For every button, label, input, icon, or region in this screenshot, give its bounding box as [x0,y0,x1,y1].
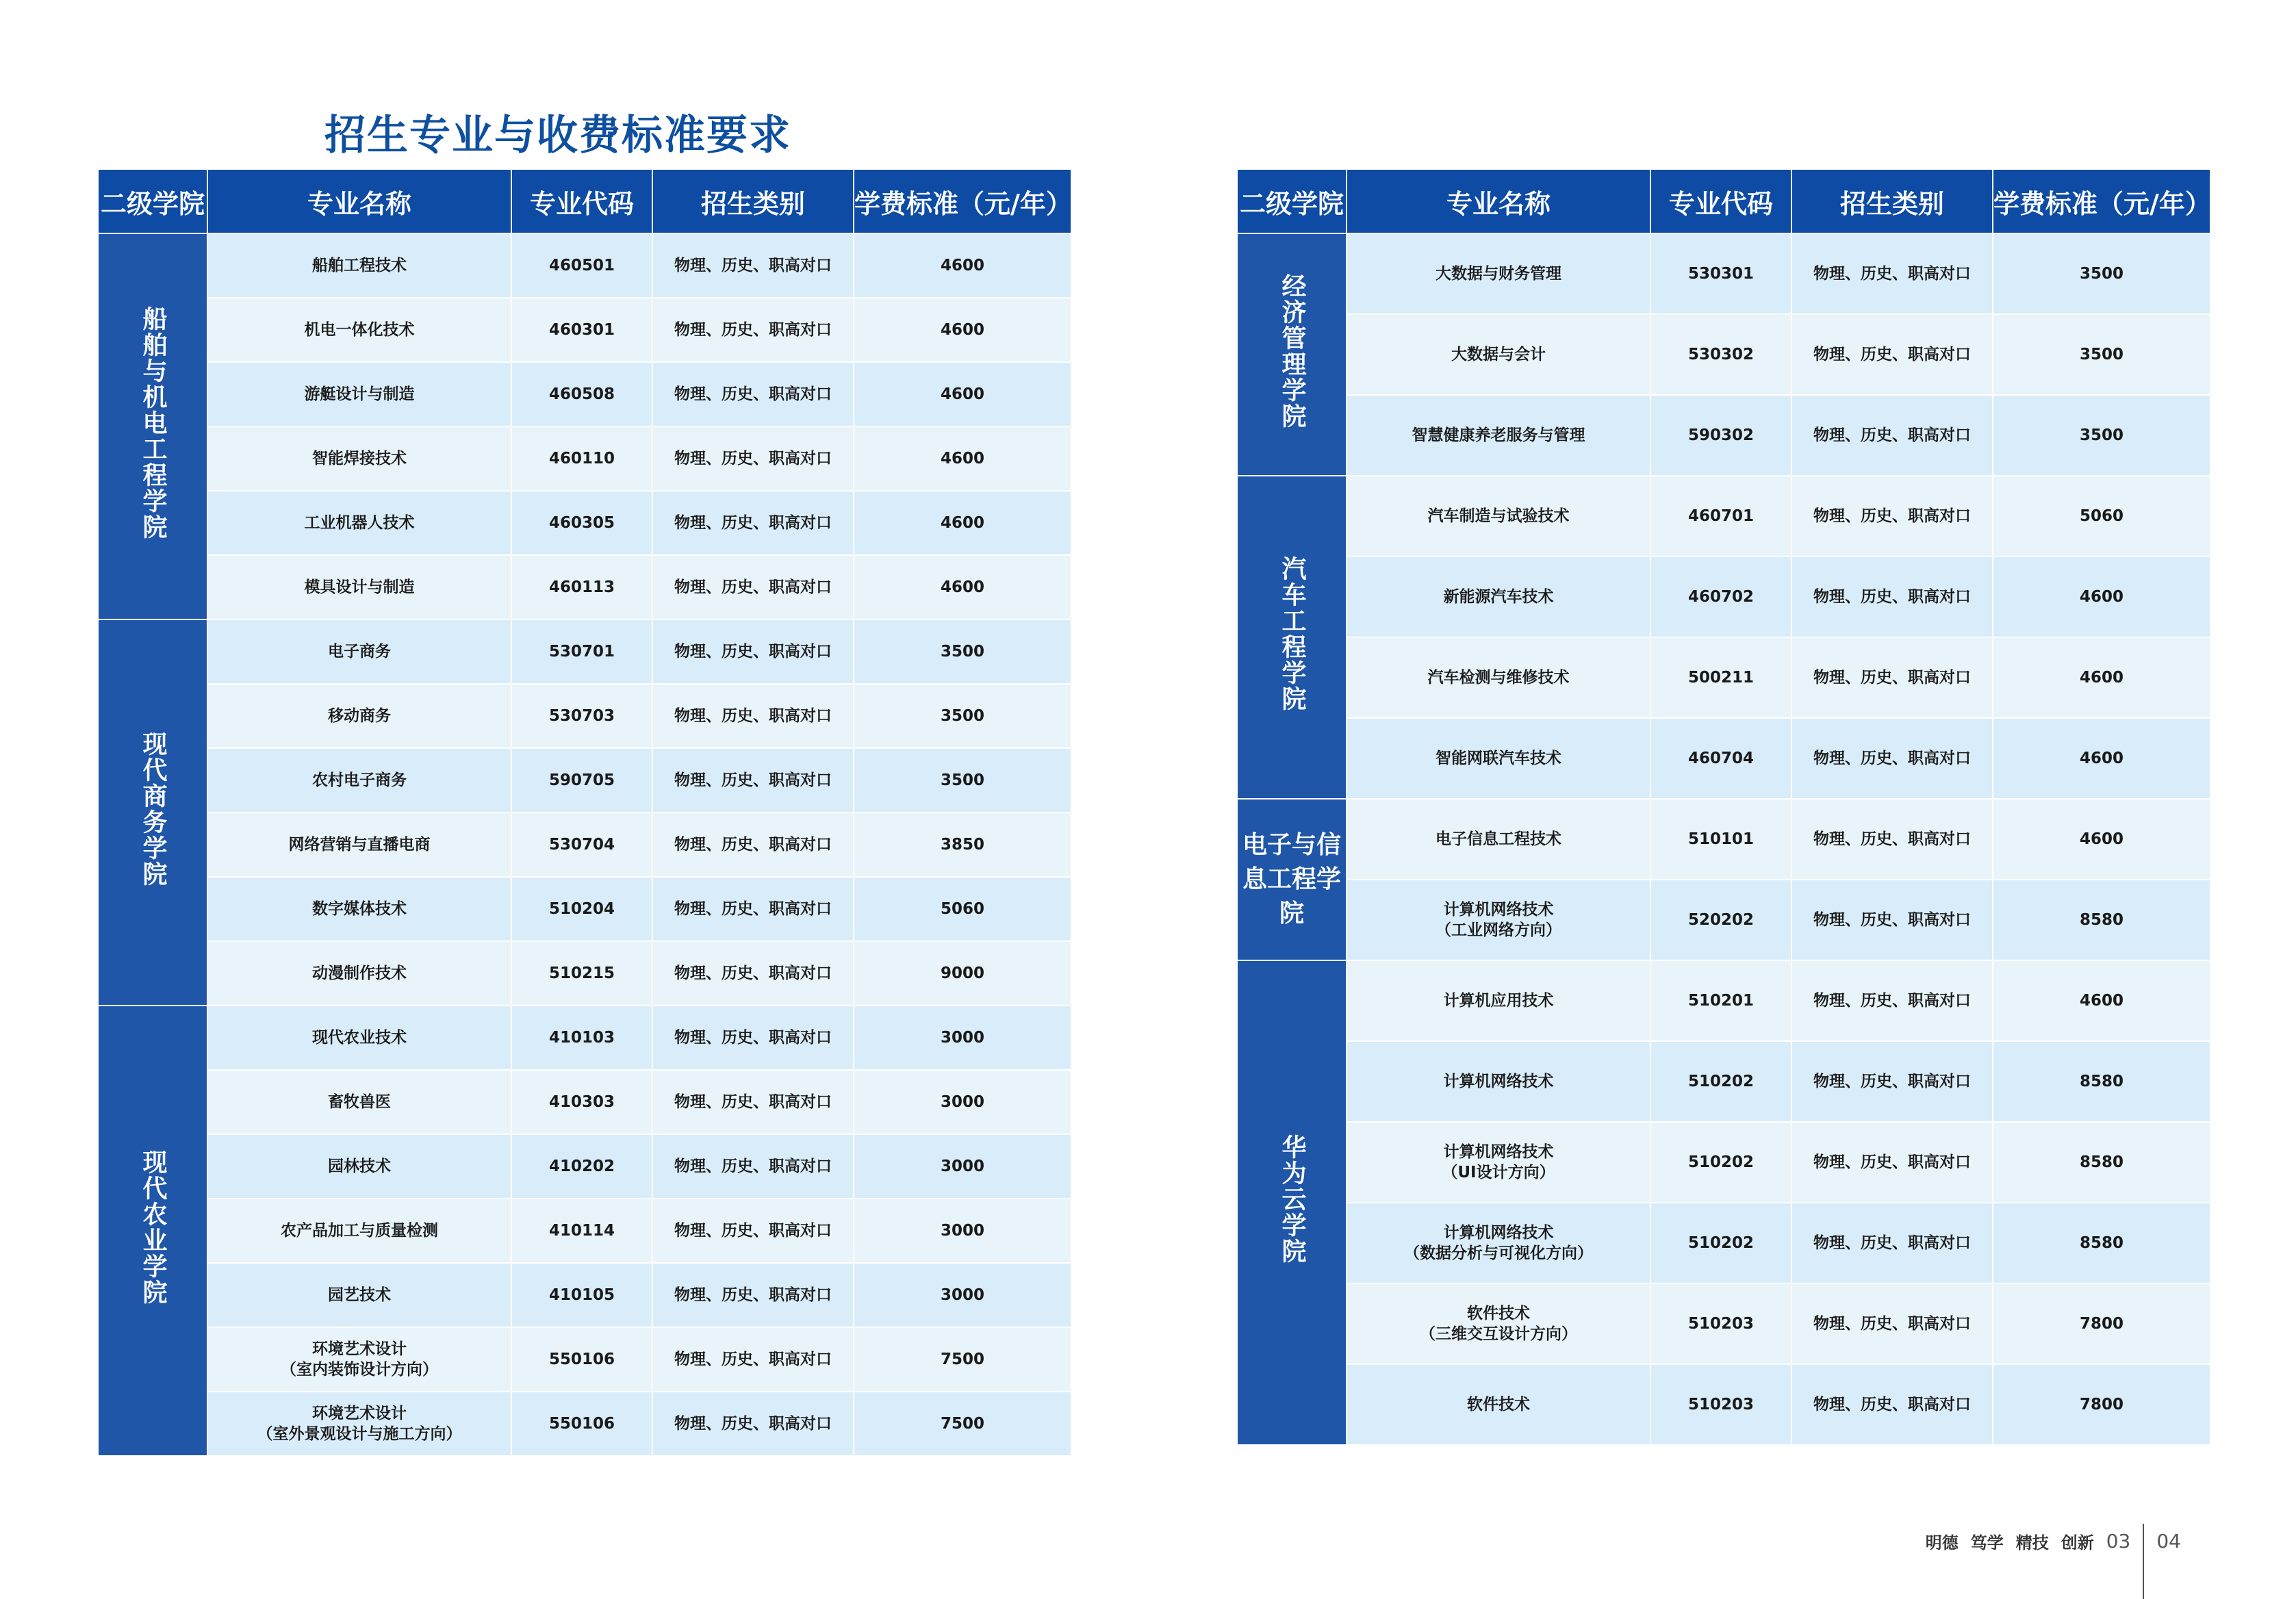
category-cell: 物理、历史、职高对口 [1791,1203,1993,1283]
table-row [98,1006,1071,1070]
major-name-line: （工业网络方向） [1436,921,1561,939]
motto-1: 明德 [1925,1533,1959,1552]
table-row [98,491,1071,555]
major-name-line: 网络营销与直播电商 [288,836,431,854]
major-name-cell [207,1327,511,1392]
major-name-cell [1347,1122,1650,1203]
category-cell: 物理、历史、职高对口 [1791,233,1993,314]
major-name-cell [1347,1041,1650,1122]
category-cell: 物理、历史、职高对口 [652,748,854,813]
category-cell: 物理、历史、职高对口 [652,1263,854,1327]
major-name-cell [1347,637,1650,718]
table-row [1237,1283,2210,1364]
category-cell: 物理、历史、职高对口 [1791,718,1993,799]
header-major-name: 专业名称 [1347,169,1650,233]
category-cell: 物理、历史、职高对口 [1791,557,1993,637]
major-name-line: （UI设计方向） [1442,1164,1555,1181]
major-name-line: 畜牧兽医 [328,1093,391,1111]
major-code-cell: 510202 [1650,1041,1791,1122]
major-name-line: （室内装饰设计方向） [281,1361,438,1379]
fee-cell: 4600 [854,426,1071,491]
major-code-cell: 460508 [511,362,652,426]
table-row [1237,395,2210,476]
major-name-line: （三维交互设计方向） [1420,1325,1577,1343]
table-header-row [1237,169,2210,233]
major-name-cell [207,362,511,426]
header-college: 二级学院 [1237,169,1347,233]
major-name-line: 模具设计与制造 [304,578,415,596]
major-code-cell: 530301 [1650,233,1791,314]
category-cell: 物理、历史、职高对口 [1791,395,1993,476]
major-name-line: 计算机应用技术 [1443,992,1554,1010]
table-row [1237,960,2210,1041]
category-cell: 物理、历史、职高对口 [652,1134,854,1199]
fee-cell: 4600 [1993,718,2210,799]
page-number-right: 04 [2156,1529,2181,1552]
major-code-cell: 460501 [511,233,652,298]
major-code-cell: 460701 [1650,476,1791,557]
fee-cell: 3500 [1993,314,2210,395]
major-code-cell: 500211 [1650,637,1791,718]
table-row [98,1327,1071,1392]
motto-4: 创新 [2061,1533,2094,1552]
major-name-line: 新能源汽车技术 [1443,588,1554,606]
fee-cell: 3500 [854,684,1071,748]
table-row [1237,880,2210,960]
major-code-cell: 510204 [511,877,652,941]
header-major-code: 专业代码 [511,169,652,233]
major-code-cell: 410103 [511,1006,652,1070]
table-row [98,1199,1071,1263]
major-code-cell: 520202 [1650,880,1791,960]
table-row [98,941,1071,1006]
fee-table-right [1236,168,2211,1446]
major-code-cell: 510203 [1650,1283,1791,1364]
major-name-line: 现代农业技术 [312,1029,407,1047]
major-name-cell [1347,880,1650,960]
major-name-line: 软件技术 [1467,1396,1530,1413]
major-code-cell: 510201 [1650,960,1791,1041]
motto-3: 精技 [2015,1533,2049,1552]
header-category: 招生类别 [1791,169,1993,233]
fee-cell: 7500 [854,1392,1071,1456]
major-name-cell [207,941,511,1006]
major-code-cell: 590302 [1650,395,1791,476]
major-code-cell: 460702 [1650,557,1791,637]
major-name-cell [207,1070,511,1134]
category-cell: 物理、历史、职高对口 [652,1070,854,1134]
college-name: 现代商务学院 [139,730,167,887]
fee-cell: 3000 [854,1134,1071,1199]
major-name-cell [207,619,511,684]
table-header-row [98,169,1071,233]
major-name-line: 智能网联汽车技术 [1436,750,1561,767]
page-number-left: 03 [2106,1529,2131,1552]
fee-cell: 3000 [854,1199,1071,1263]
major-name-line: 船舶工程技术 [312,257,407,274]
fee-cell: 4600 [854,233,1071,298]
table-row [1237,799,2210,880]
major-code-cell: 510203 [1650,1364,1791,1445]
major-name-line: 计算机网络技术 [1443,1143,1554,1161]
major-name-cell [1347,395,1650,476]
table-row [1237,314,2210,395]
major-name-cell [1347,557,1650,637]
major-name-cell [1347,718,1650,799]
college-name: 现代农业学院 [139,1149,167,1305]
major-name-line: 动漫制作技术 [312,964,407,982]
major-name-cell [207,1006,511,1070]
table-row [98,426,1071,491]
major-name-line: 大数据与会计 [1451,346,1546,363]
fee-cell: 5060 [854,877,1071,941]
fee-cell: 4600 [1993,960,2210,1041]
page-footer [1926,1503,2181,1578]
category-cell: 物理、历史、职高对口 [652,491,854,555]
table-row [1237,1041,2210,1122]
table-row [1237,637,2210,718]
major-name-cell [207,748,511,813]
category-cell: 物理、历史、职高对口 [652,941,854,1006]
college-name: 华为云学院 [1278,1134,1306,1264]
fee-cell: 3000 [854,1006,1071,1070]
major-name-cell [207,233,511,298]
college-group-cell [98,1006,207,1456]
fee-cell: 8580 [1993,880,2210,960]
category-cell: 物理、历史、职高对口 [1791,1283,1993,1364]
major-name-line: 汽车制造与试验技术 [1427,507,1570,525]
major-name-line: （数据分析与可视化方向） [1404,1244,1593,1262]
category-cell: 物理、历史、职高对口 [652,298,854,362]
college-group-cell [1237,233,1347,476]
major-code-cell: 510202 [1650,1203,1791,1283]
table-row [98,298,1071,362]
major-name-cell [1347,1283,1650,1364]
category-cell: 物理、历史、职高对口 [1791,1122,1993,1203]
major-code-cell: 550106 [511,1327,652,1392]
fee-cell: 3000 [854,1070,1071,1134]
major-code-cell: 530701 [511,619,652,684]
table-row [1237,476,2210,557]
fee-cell: 7500 [854,1327,1071,1392]
major-code-cell: 530703 [511,684,652,748]
category-cell: 物理、历史、职高对口 [652,1327,854,1392]
college-name: 船舶与机电工程学院 [139,305,167,540]
major-name-cell [207,684,511,748]
fee-cell: 8580 [1993,1122,2210,1203]
category-cell: 物理、历史、职高对口 [652,877,854,941]
major-name-line: 机电一体化技术 [304,321,415,339]
college-group-cell [1237,799,1347,960]
major-name-line: 计算机网络技术 [1443,1224,1554,1242]
table-row [98,1392,1071,1456]
major-name-cell [1347,799,1650,880]
category-cell: 物理、历史、职高对口 [652,362,854,426]
category-cell: 物理、历史、职高对口 [652,1199,854,1263]
fee-cell: 3500 [1993,233,2210,314]
fee-cell: 3850 [854,813,1071,877]
college-name: 汽车工程学院 [1278,555,1306,712]
fee-cell: 8580 [1993,1041,2210,1122]
table-row [98,748,1071,813]
table-row [98,684,1071,748]
table-row [98,362,1071,426]
table-row [98,619,1071,684]
major-code-cell: 510101 [1650,799,1791,880]
category-cell: 物理、历史、职高对口 [652,684,854,748]
fee-cell: 3500 [1993,395,2210,476]
major-name-line: 农产品加工与质量检测 [281,1222,438,1240]
major-name-cell [207,298,511,362]
fee-cell: 7800 [1993,1364,2210,1445]
fee-table-left [97,168,1072,1457]
category-cell: 物理、历史、职高对口 [1791,1041,1993,1122]
fee-cell: 4600 [1993,799,2210,880]
category-cell: 物理、历史、职高对口 [652,1392,854,1456]
major-name-cell [207,1263,511,1327]
header-major-code: 专业代码 [1650,169,1791,233]
major-name-cell [1347,314,1650,395]
category-cell: 物理、历史、职高对口 [1791,799,1993,880]
major-name-cell [1347,1364,1650,1445]
table-row [98,1263,1071,1327]
major-name-line: 工业机器人技术 [304,514,415,532]
category-cell: 物理、历史、职高对口 [1791,880,1993,960]
fee-cell: 7800 [1993,1283,2210,1364]
header-major-name: 专业名称 [207,169,511,233]
major-name-line: 智慧健康养老服务与管理 [1412,426,1585,444]
category-cell: 物理、历史、职高对口 [652,233,854,298]
table-row [1237,1122,2210,1203]
major-code-cell: 510202 [1650,1122,1791,1203]
category-cell: 物理、历史、职高对口 [652,426,854,491]
college-name: 经济管理学院 [1278,272,1306,429]
fee-cell: 3500 [854,748,1071,813]
major-name-cell [207,877,511,941]
major-name-line: 数字媒体技术 [312,900,407,918]
major-name-line: 环境艺术设计 [312,1405,407,1422]
table-row [98,877,1071,941]
college-group-cell [98,619,207,1006]
major-code-cell: 410303 [511,1070,652,1134]
header-fee: 学费标准（元/年） [854,169,1071,233]
fee-cell: 4600 [854,362,1071,426]
major-name-line: 园艺技术 [328,1286,391,1304]
major-code-cell: 410202 [511,1134,652,1199]
table-row [98,555,1071,619]
fee-cell: 5060 [1993,476,2210,557]
major-name-line: 环境艺术设计 [312,1340,407,1358]
major-name-cell [207,1134,511,1199]
table-row [1237,1364,2210,1445]
major-code-cell: 460305 [511,491,652,555]
category-cell: 物理、历史、职高对口 [1791,314,1993,395]
major-code-cell: 530704 [511,813,652,877]
major-name-line: 智能焊接技术 [312,450,407,468]
header-category: 招生类别 [652,169,854,233]
major-name-line: 游艇设计与制造 [304,385,415,403]
major-name-line: 大数据与财务管理 [1436,265,1561,283]
table-row [98,233,1071,298]
category-cell: 物理、历史、职高对口 [652,619,854,684]
major-name-line: 移动商务 [328,707,391,725]
table-row [1237,718,2210,799]
table-row [1237,1203,2210,1283]
header-fee: 学费标准（元/年） [1993,169,2210,233]
category-cell: 物理、历史、职高对口 [652,1006,854,1070]
page-title: 招生专业与收费标准要求 [324,112,791,159]
college-group-cell [98,233,207,619]
major-name-cell [1347,233,1650,314]
major-name-line: 计算机网络技术 [1443,1073,1554,1090]
category-cell: 物理、历史、职高对口 [1791,1364,1993,1445]
fee-cell: 4600 [1993,557,2210,637]
major-name-cell [207,491,511,555]
major-name-line: 农村电子商务 [312,771,407,789]
major-name-line: 汽车检测与维修技术 [1427,669,1570,687]
major-name-cell [1347,1203,1650,1283]
fee-cell: 8580 [1993,1203,2210,1283]
major-code-cell: 460110 [511,426,652,491]
fee-cell: 9000 [854,941,1071,1006]
major-name-line: 软件技术 [1467,1305,1530,1322]
major-name-cell [1347,960,1650,1041]
fee-cell: 3500 [854,619,1071,684]
major-code-cell: 410114 [511,1199,652,1263]
category-cell: 物理、历史、职高对口 [1791,637,1993,718]
table-row [98,1134,1071,1199]
table-row [1237,233,2210,314]
major-code-cell: 590705 [511,748,652,813]
major-name-line: 电子信息工程技术 [1436,830,1561,848]
major-name-cell [207,426,511,491]
major-name-line: 电子商务 [328,643,391,661]
table-row [1237,557,2210,637]
major-name-line: （室外景观设计与施工方向） [257,1425,462,1443]
college-group-cell [1237,476,1347,799]
major-code-cell: 460704 [1650,718,1791,799]
major-name-cell [207,813,511,877]
motto-2: 笃学 [1970,1533,2004,1552]
fee-cell: 4600 [1993,637,2210,718]
major-name-cell [207,1392,511,1456]
major-name-cell [207,555,511,619]
fee-cell: 4600 [854,555,1071,619]
page-number-divider [2143,1524,2144,1599]
fee-cell: 4600 [854,491,1071,555]
major-name-line: 园林技术 [328,1157,391,1175]
fee-cell: 4600 [854,298,1071,362]
category-cell: 物理、历史、职高对口 [1791,476,1993,557]
major-name-line: 计算机网络技术 [1443,901,1554,919]
major-code-cell: 550106 [511,1392,652,1456]
college-group-cell [1237,960,1347,1445]
category-cell: 物理、历史、职高对口 [652,555,854,619]
major-code-cell: 510215 [511,941,652,1006]
table-row [98,813,1071,877]
category-cell: 物理、历史、职高对口 [652,813,854,877]
major-code-cell: 530302 [1650,314,1791,395]
fee-cell: 3000 [854,1263,1071,1327]
major-code-cell: 460113 [511,555,652,619]
header-college: 二级学院 [98,169,207,233]
major-code-cell: 410105 [511,1263,652,1327]
major-code-cell: 460301 [511,298,652,362]
category-cell: 物理、历史、职高对口 [1791,960,1993,1041]
major-name-cell [1347,476,1650,557]
college-name: 电子与信息工程学院 [1242,831,1341,928]
table-row [98,1070,1071,1134]
major-name-cell [207,1199,511,1263]
